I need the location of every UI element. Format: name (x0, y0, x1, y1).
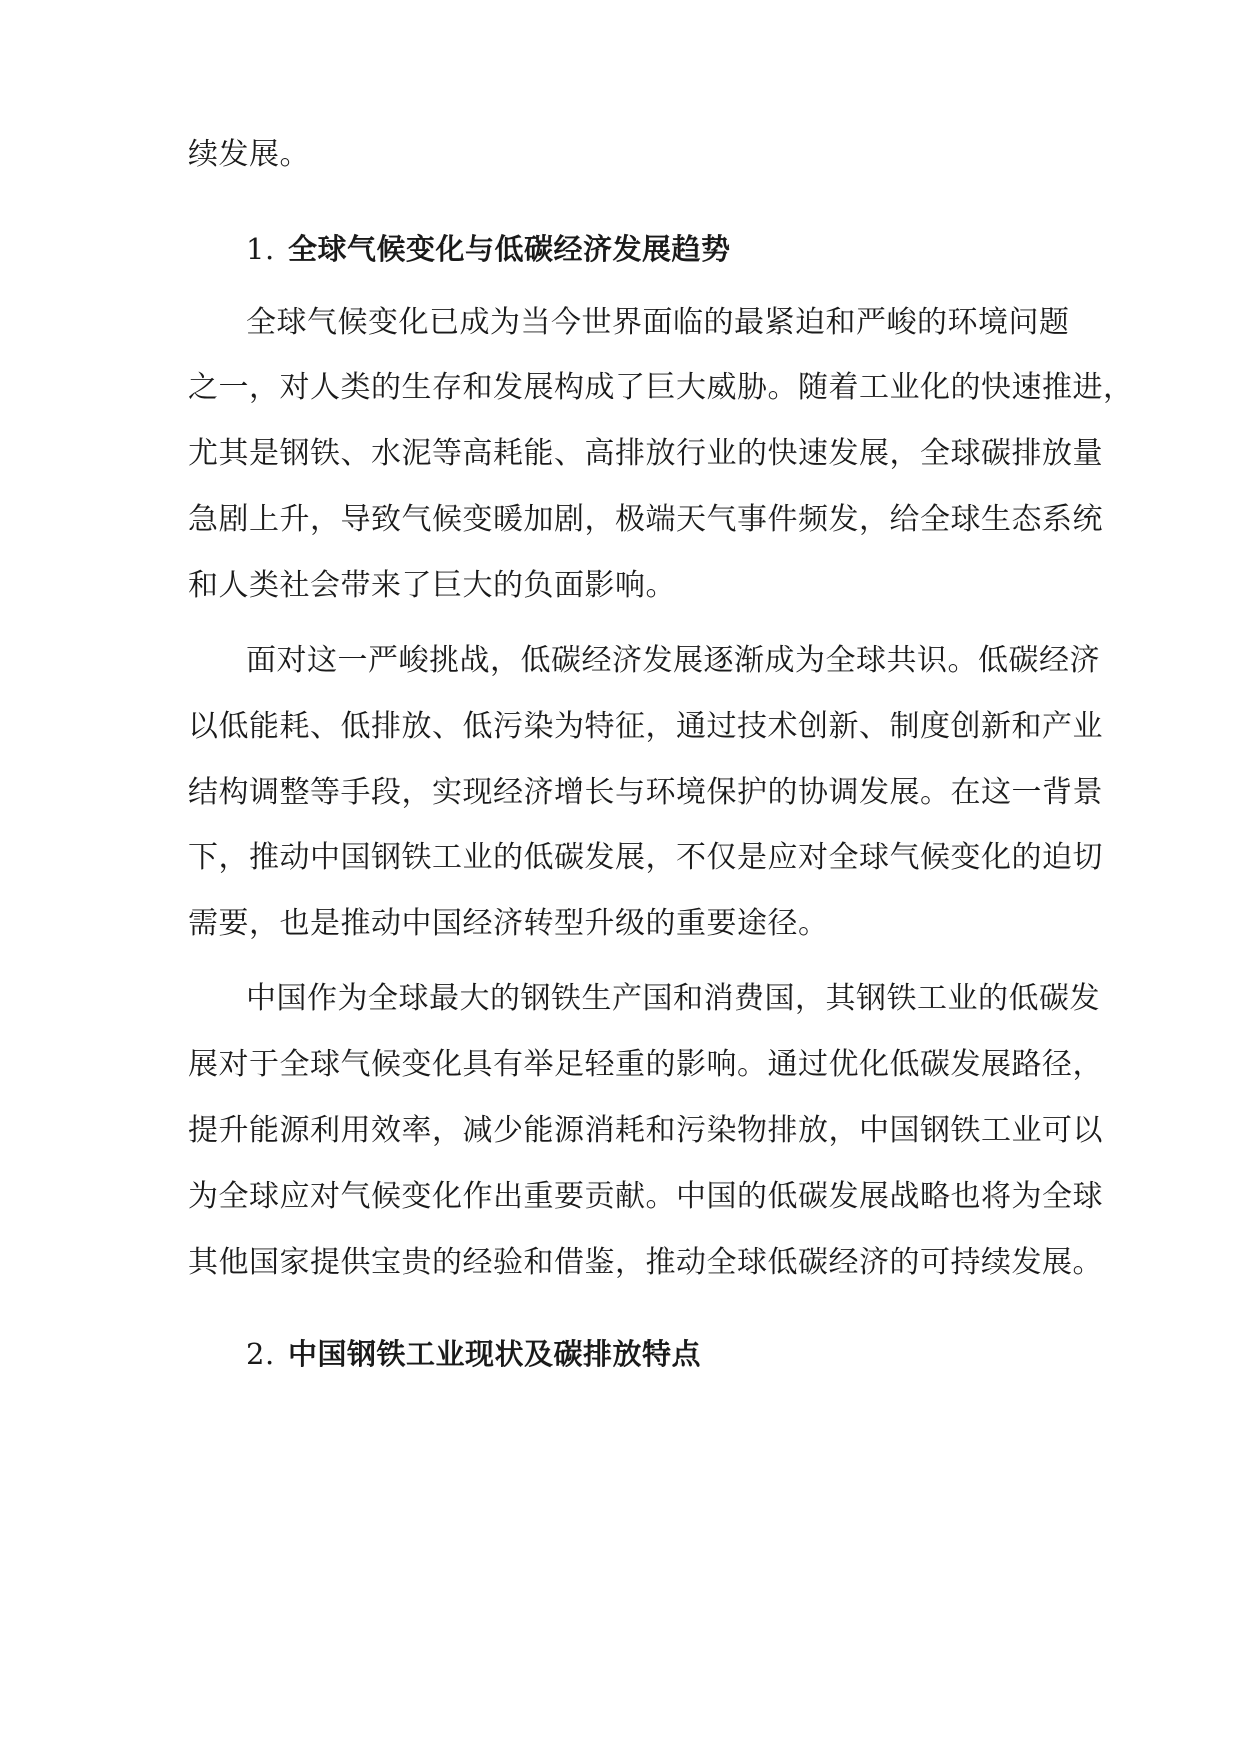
paragraph-line: 提升能源利用效率，减少能源消耗和污染物排放，中国钢铁工业可以 (188, 1113, 1103, 1148)
paragraph-line: 展对于全球气候变化具有举足轻重的影响。通过优化低碳发展路径， (188, 1047, 1103, 1082)
paragraph-line: 其他国家提供宝贵的经验和借鉴，推动全球低碳经济的可持续发展。 (188, 1245, 1103, 1280)
section-number: 2. (246, 1337, 275, 1371)
paragraph-line: 之一，对人类的生存和发展构成了巨大威胁。随着工业化的快速推进， (188, 370, 1134, 405)
paragraph-line: 需要，也是推动中国经济转型升级的重要途径。 (188, 906, 829, 941)
paragraph-line: 结构调整等手段，实现经济增长与环境保护的协调发展。在这一背景 (188, 775, 1103, 810)
section-title: 中国钢铁工业现状及碳排放特点 (288, 1337, 702, 1371)
paragraph-line: 面对这一严峻挑战，低碳经济发展逐渐成为全球共识。低碳经济 (246, 643, 1100, 678)
section-heading-1 (246, 229, 731, 269)
paragraph-line: 急剧上升，导致气候变暖加剧，极端天气事件频发，给全球生态系统 (188, 502, 1103, 537)
section-heading-2 (246, 1334, 701, 1374)
paragraph-line: 下，推动中国钢铁工业的低碳发展，不仅是应对全球气候变化的迫切 (188, 840, 1103, 875)
paragraph-line: 中国作为全球最大的钢铁生产国和消费国，其钢铁工业的低碳发 (246, 981, 1100, 1016)
paragraph-line: 和人类社会带来了巨大的负面影响。 (188, 568, 676, 603)
section-title: 全球气候变化与低碳经济发展趋势 (288, 232, 731, 266)
paragraph-line: 以低能耗、低排放、低污染为特征，通过技术创新、制度创新和产业 (188, 709, 1103, 744)
continuation-text: 续发展。 (188, 137, 310, 172)
paragraph-line: 为全球应对气候变化作出重要贡献。中国的低碳发展战略也将为全球 (188, 1179, 1103, 1214)
section-number: 1. (246, 232, 275, 266)
paragraph-line: 尤其是钢铁、水泥等高耗能、高排放行业的快速发展，全球碳排放量 (188, 436, 1103, 471)
paragraph-line: 全球气候变化已成为当今世界面临的最紧迫和严峻的环境问题 (246, 305, 1070, 340)
